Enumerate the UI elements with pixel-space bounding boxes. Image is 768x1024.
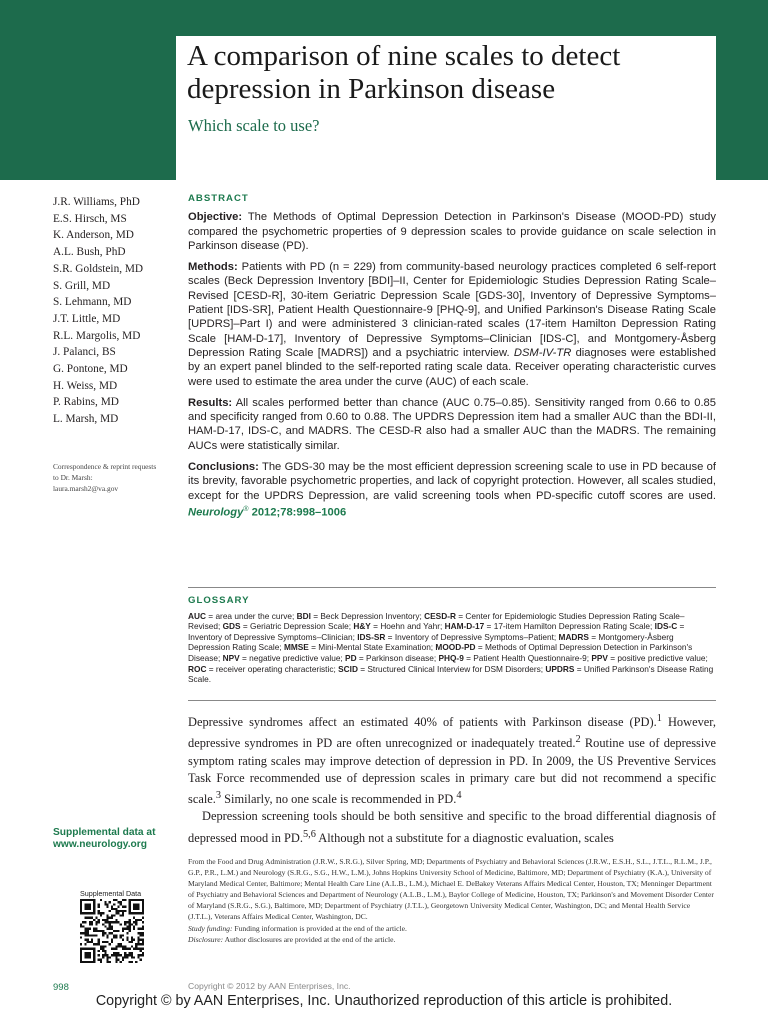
- glossary-term: GDS: [222, 621, 241, 632]
- author-name: E.S. Hirsch, MS: [53, 212, 127, 225]
- glossary-top-rule: [188, 587, 716, 588]
- qr-code-icon[interactable]: [80, 899, 144, 963]
- methods-italic: DSM-IV-TR: [513, 346, 572, 359]
- glossary-term: NPV: [222, 652, 240, 663]
- glossary-term: IDS-C: [654, 621, 678, 632]
- citation-journal: Neurology: [188, 506, 244, 519]
- citation-mark: ®: [243, 505, 249, 513]
- glossary-term: PPV: [591, 652, 608, 663]
- glossary-term: H&Y: [353, 621, 371, 632]
- glossary-term: CESD-R: [424, 610, 456, 621]
- author-name: S. Lehmann, MD: [53, 296, 132, 309]
- glossary-definition: = Center for Epidemiologic Studies Depression Rating Scale–Revised;: [188, 610, 685, 632]
- glossary-text: [188, 611, 716, 685]
- glossary-term: BDI: [296, 610, 311, 621]
- glossary-definition: = positive predictive value;: [607, 652, 708, 663]
- author-name: S. Grill, MD: [53, 279, 111, 292]
- body-paragraph: [188, 710, 716, 808]
- author-name: L. Marsh, MD: [53, 413, 119, 426]
- glossary-term: UPDRS: [545, 663, 575, 674]
- glossary-term: AUC: [188, 610, 206, 621]
- glossary-definition: = negative predictive value;: [239, 652, 346, 663]
- supplemental-link[interactable]: [53, 827, 173, 852]
- glossary-term: MOOD-PD: [435, 642, 476, 653]
- conclusions-text: The GDS-30 may be the most efficient depression screening scale to use in PD because of its brevity, favorable psychometric properties, and lack of copyright protection. However, all scales studied, except for the UPDRS Depression, are valid screening tools when PD-specific cutoff scores are used.: [188, 461, 716, 502]
- glossary-definition: = Patient Health Questionnaire-9;: [463, 652, 592, 663]
- body-text-run: Similarly, no one scale is recommended in PD.: [221, 792, 457, 807]
- results-text: All scales performed better than chance (AUC 0.75–0.85). Sensitivity ranged from 0.66 to 0.85 and specificity ranged from 0.60 to 0.88. The UPDRS Depression item had a smaller AUC than the BDI-II, HAM-D-17, IDS-C, and MADRS. The CESD-R also had a smaller AUC than the MADRS. The remaining AUCs were statistically similar.: [188, 396, 716, 452]
- glossary-definition: = 17-item Hamilton Depression Rating Scale;: [484, 621, 655, 632]
- footnotes-section: [188, 856, 716, 945]
- abstract-section: [188, 192, 716, 527]
- glossary-definition: = Parkinson disease;: [356, 652, 439, 663]
- copyright-notice: Copyright © by AAN Enterprises, Inc. Unauthorized reproduction of this article is prohibited.: [95, 993, 673, 1009]
- glossary-definition: = Unified Parkinson's Disease Rating Scale.: [188, 663, 714, 685]
- author-name: H. Weiss, MD: [53, 379, 118, 392]
- author-name: A.L. Bush, PhD: [53, 246, 126, 259]
- funding-label: Study funding:: [188, 923, 233, 933]
- abstract-results: [188, 396, 716, 453]
- glossary-definition: = Structured Clinical Interview for DSM Disorders;: [357, 663, 546, 674]
- body-text-run: Depressive syndromes affect an estimated 40% of patients with Parkinson disease (PD).: [188, 715, 657, 730]
- objective-label: Objective:: [188, 211, 243, 224]
- abstract-conclusions: [188, 460, 716, 520]
- glossary-term: PD: [345, 652, 357, 663]
- author-name: J.T. Little, MD: [53, 312, 121, 325]
- abstract-methods: [188, 260, 716, 389]
- glossary-definition: = Inventory of Depressive Symptoms–Clinician;: [188, 621, 685, 642]
- author-name: G. Pontone, MD: [53, 363, 128, 376]
- glossary-definition: = Beck Depression Inventory;: [310, 610, 425, 621]
- supplemental-line: Supplemental data at: [53, 827, 156, 838]
- affiliations-footnote: From the Food and Drug Administration (J.R.W., S.R.G.), Silver Spring, MD; Departments of Psychiatry and Behavioral Sciences (J.R.W., E.S.H., S.L., J.T.L., R.L.M., J.P., G.P., P.R., L.M.) and Neurology (S.R.G., S.G., H.W., L.M.), Johns Hopkins University School of Medicine, Baltimore, MD; Department of Psychiatry (K.A.), University of Maryland Medical Center, Baltimore; Mental Health Care Line (A.L.B., L.M.), Michael E. DeBakey Veterans Affairs Medical Center, Houston, TX; Menninger Department of Psychiatry and Behavioral Sciences and Department of Neurology (A.L.B., L.M.), Baylor College of Medicine, Houston, TX; Parkinson's and Movement Disorder Center of Maryland (S.R.G., S.G.), Baltimore, MD; Department of Psychiatry (J.T.L.), Georgetown University Medical Center, Washington, DC; and Mental Health Service (J.T.L.), Veterans Affairs Medical Center, Washington, DC.: [188, 857, 714, 922]
- methods-label: Methods:: [188, 261, 238, 274]
- reference-link[interactable]: 4: [456, 790, 462, 802]
- supplemental-url[interactable]: www.neurology.org: [53, 839, 147, 851]
- glossary-term: IDS-SR: [357, 631, 386, 642]
- qr-label: Supplemental Data: [80, 889, 142, 898]
- author-name: R.L. Margolis, MD: [53, 329, 141, 342]
- conclusions-label: Conclusions:: [188, 461, 259, 474]
- body-paragraph: [188, 808, 716, 847]
- glossary-definition: = Geriatric Depression Scale;: [240, 621, 354, 632]
- glossary-definition: = area under the curve;: [205, 610, 297, 621]
- author-list: [53, 194, 173, 428]
- reference-link[interactable]: 1: [656, 713, 662, 724]
- abstract-objective: [188, 210, 716, 253]
- small-copyright: Copyright © 2012 by AAN Enterprises, Inc.: [188, 981, 351, 991]
- glossary-definition: = Methods of Optimal Depression Detection in Parkinson's Disease;: [188, 642, 693, 663]
- glossary-term: MADRS: [558, 631, 589, 642]
- body-text-run: Depression screening tools should be both sensitive and specific to the broad differential diagnosis of depressed mood in PD.: [188, 809, 716, 845]
- author-name: K. Anderson, MD: [53, 229, 134, 242]
- disclosure-label: Disclosure:: [188, 934, 224, 944]
- page-number: 998: [53, 982, 69, 993]
- glossary-bottom-rule: [188, 700, 716, 701]
- body-text: [188, 710, 716, 847]
- body-text-run: However, depressive syndromes in PD are often unrecognized or inadequately treated.: [188, 715, 716, 751]
- methods-text-cont: diagnoses were established by an expert panel blinded to the self-reported rating scale data. Receiver operating characteristic curves were used to estimate the area under the curve (AUC) of each scale.: [188, 346, 716, 388]
- glossary-term: ROC: [188, 663, 207, 674]
- funding-text: Funding information is provided at the end of the article.: [232, 923, 407, 933]
- article-title: A comparison of nine scales to detect depression in Parkinson disease: [187, 40, 621, 105]
- glossary-term: HAM-D-17: [444, 621, 485, 632]
- glossary-definition: = Hoehn and Yahr;: [370, 621, 445, 632]
- author-name: S.R. Goldstein, MD: [53, 262, 144, 275]
- glossary-heading: GLOSSARY: [188, 595, 250, 606]
- author-name: P. Rabins, MD: [53, 396, 119, 409]
- glossary-section: [188, 596, 716, 685]
- disclosure-footnote: [188, 934, 716, 945]
- author-name: J. Palanci, BS: [53, 346, 116, 359]
- author-name: J.R. Williams, PhD: [53, 196, 140, 208]
- body-text-run: Although not a substitute for a diagnostic evaluation, scales: [315, 830, 614, 845]
- results-label: Results:: [188, 396, 233, 409]
- methods-text: Patients with PD (n = 229) from community-based neurology practices completed 6 self-report scales (Beck Depression Inventory [BDI]–II, Center for Epidemiologic Studies Depression Rating Scale–Revised [CESD-R], 30-item Geriatric Depression Scale [GDS-30], Inventory of Depressive Symptoms–Patient [IDS-SR], Patient Health Questionnaire-9 [PHQ-9], and Unified Parkinson's Disease Rating Scale [UPDRS]–Part I) and were administered 3 clinician-rated scales (17-item Hamilton Depression Rating Scale [HAM-D-17], Inventory of Depressive Symptoms–Clinician [IDS-C], and Montgomery-Åsberg Depression Rating Scale [MADRS]) and a psychiatric interview.: [188, 261, 716, 359]
- glossary-definition: = Montgomery-Åsberg Depression Rating Scale;: [188, 631, 674, 653]
- correspondence-note: Correspondence & reprint requests to Dr. Marsh: laura.marsh2@va.gov: [53, 462, 157, 493]
- glossary-term: MMSE: [283, 642, 309, 653]
- citation-ref: 2012;78:998–1006: [248, 506, 347, 519]
- objective-text: The Methods of Optimal Depression Detection in Parkinson's Disease (MOOD-PD) study compared the psychometric properties of 9 depression scales to provide guidance on scale selection in Parkinson disease (PD).: [188, 211, 716, 252]
- glossary-term: SCID: [338, 663, 358, 674]
- glossary-definition: = receiver operating characteristic;: [206, 663, 339, 674]
- reference-link[interactable]: 3: [215, 790, 222, 802]
- body-text-run: Routine use of depressive symptom rating scales may improve detection of depression in PD. In 2009, the US Preventive Services Task Force recommended use of depression scales in primary care but did not recommend a specific scale.: [188, 736, 717, 807]
- glossary-definition: = Mini-Mental State Examination;: [308, 642, 436, 653]
- funding-footnote: [188, 923, 716, 934]
- reference-link[interactable]: 5,6: [302, 828, 316, 840]
- glossary-term: PHQ-9: [438, 652, 464, 663]
- glossary-definition: = Inventory of Depressive Symptoms–Patient;: [385, 631, 559, 642]
- article-subtitle: Which scale to use?: [188, 116, 320, 135]
- abstract-heading: ABSTRACT: [188, 193, 249, 204]
- reference-link[interactable]: 2: [575, 734, 581, 746]
- disclosure-text: Author disclosures are provided at the end of the article.: [223, 934, 396, 944]
